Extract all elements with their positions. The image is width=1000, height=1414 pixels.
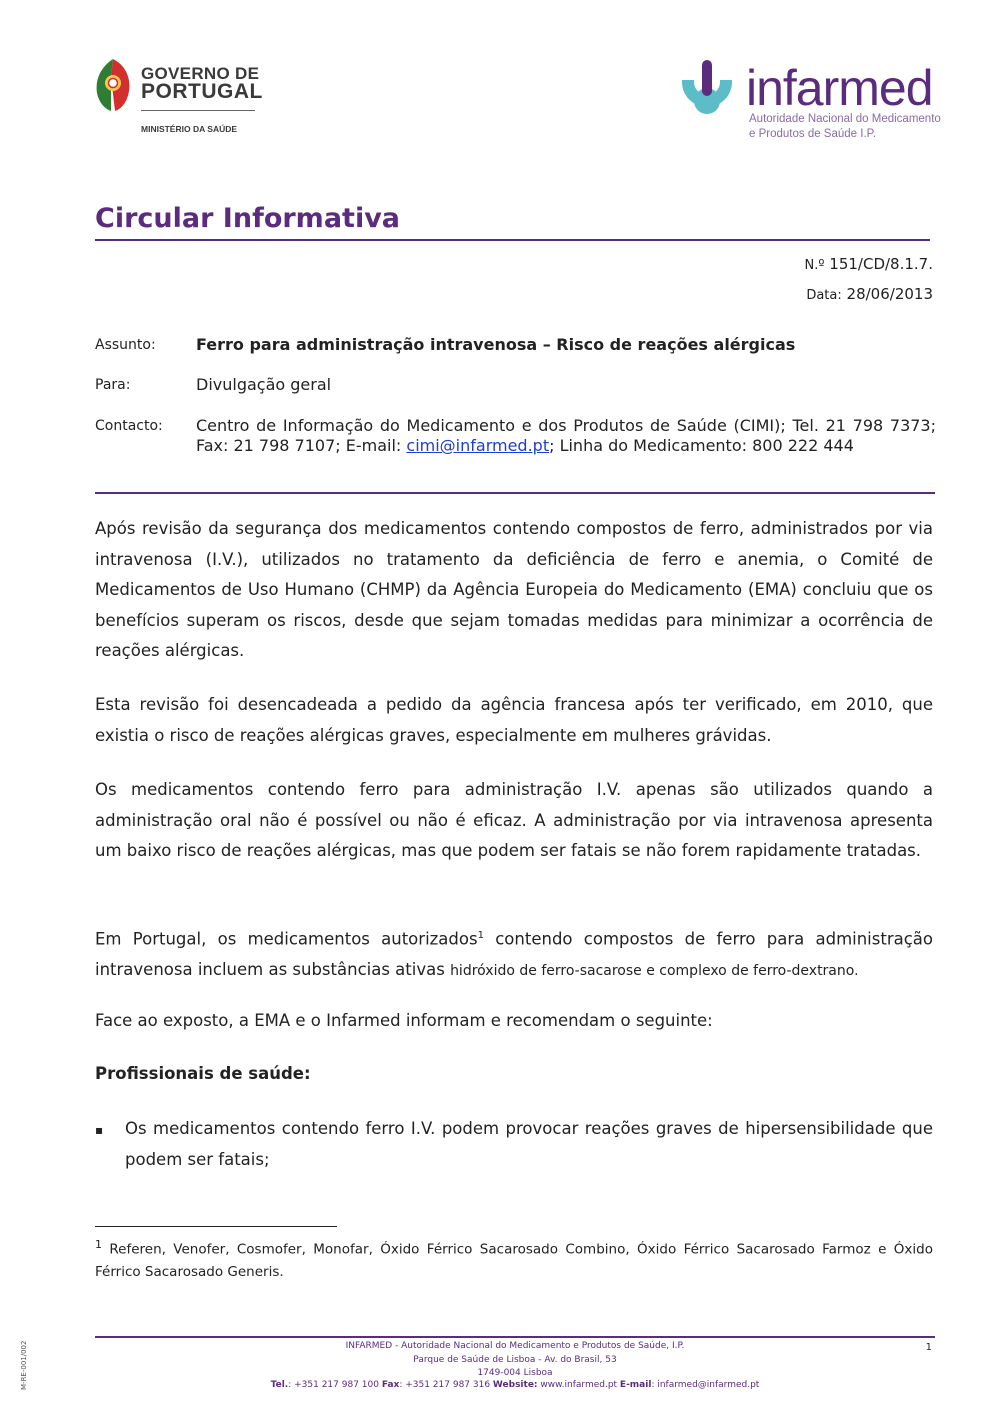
bullet-square-icon: ▪ — [95, 1123, 104, 1137]
date-label: Data: — [806, 288, 842, 303]
governo-portugal-emblem-icon — [93, 57, 133, 113]
infarmed-logo-subtitle-1: Autoridade Nacional do Medicamento — [749, 113, 941, 125]
footer-tel-label: Tel. — [270, 1380, 289, 1390]
infarmed-logo-subtitle-2: e Produtos de Saúde I.P. — [749, 128, 877, 140]
reference-value: 151/CD/8.1.7. — [829, 255, 933, 273]
section-heading: Profissionais de saúde: — [95, 1064, 311, 1083]
footer-email-value[interactable]: : infarmed@infarmed.pt — [651, 1380, 760, 1390]
footer-fax-label: Fax — [381, 1380, 400, 1390]
footer-website-label: Website: — [492, 1380, 538, 1390]
contact-email-link[interactable]: cimi@infarmed.pt — [406, 436, 550, 455]
infarmed-logo-icon — [676, 58, 738, 122]
contact-text-post: ; Linha do Medicamento: 800 222 444 — [549, 436, 854, 455]
contact-text-pre: Centro de Informação do Medicamento e dos Produtos de Saúde (CIMI); Tel. 21 798 7373; Fax: 21 798 7107; E-mail: — [196, 416, 936, 455]
footer-fax-value: : +351 217 987 316 — [399, 1380, 493, 1390]
footer-divider — [95, 1336, 935, 1338]
footer-line-1: INFARMED - Autoridade Nacional do Medicamento e Produtos de Saúde, I.P. — [345, 1341, 685, 1351]
body-paragraph-3: Os medicamentos contendo ferro para administração I.V. apenas são utilizados quando a administração oral não é possível ou não é eficaz. A administração por via intravenosa apresenta um baixo risco de reações alérgicas, mas que podem ser fatais se não forem rapidamente tratadas. — [95, 780, 933, 860]
infarmed-logo-word: infarmed — [746, 60, 933, 116]
bullet-item-1: Os medicamentos contendo ferro I.V. podem provocar reações graves de hipersensibilidade que podem ser fatais; — [125, 1119, 933, 1169]
contact-label: Contacto: — [95, 418, 163, 434]
footer-email-label: E-mail — [619, 1380, 652, 1390]
subject-label: Assunto: — [95, 337, 156, 353]
footnote-mark: 1 — [95, 1238, 102, 1251]
body-paragraph-1: Após revisão da segurança dos medicamentos contendo compostos de ferro, administrados por via intravenosa (I.V.), utilizados no tratamento da deficiência de ferro e anemia, o Comité de Medicamentos de Uso Humano (CHMP) da Agência Europeia do Medicamento (EMA) concluiu que os benefícios superam os riscos, desde que sejam tomadas medidas para minimizar a ocorrência de reações alérgicas. — [95, 519, 933, 660]
footnote — [95, 1234, 933, 1283]
footnote-text: Referen, Venofer, Cosmofer, Monofar, Óxido Férrico Sacarosado Combino, Óxido Férrico Sacarosado Farmoz e Óxido Férrico Sacarosado Generis. — [95, 1241, 933, 1280]
footnote-divider — [95, 1226, 337, 1227]
gov-logo-ministry: MINISTÉRIO DA SAÚDE — [141, 124, 238, 134]
paragraph-4-text-b: contendo compostos de ferro para administração intravenosa incluem as substâncias ativas — [95, 929, 934, 979]
footer-line-3: 1749-004 Lisboa — [477, 1368, 553, 1378]
recipient-value: Divulgação geral — [196, 375, 332, 394]
date-value: 28/06/2013 — [846, 285, 933, 303]
body-paragraph-5: Face ao exposto, a EMA e o Infarmed informam e recomendam o seguinte: — [95, 1011, 713, 1030]
form-code: M-RE-001/002 — [20, 1340, 28, 1390]
gov-logo-divider — [141, 110, 255, 111]
footer-website-value[interactable]: www.infarmed.pt — [537, 1380, 620, 1390]
footer-line-2: Parque de Saúde de Lisboa - Av. do Brasil, 53 — [413, 1355, 617, 1365]
title-divider — [95, 239, 930, 241]
footnote-reference: 1 — [477, 930, 484, 941]
subject-value: Ferro para administração intravenosa – Risco de reações alérgicas — [196, 335, 796, 354]
contact-value — [196, 416, 936, 456]
paragraph-4-substances: hidróxido de ferro-sacarose e complexo de ferro-dextrano. — [450, 963, 859, 979]
body-paragraph-2: Esta revisão foi desencadeada a pedido da agência francesa após ter verificado, em 2010, que existia o risco de reações alérgicas graves, especialmente em mulheres grávidas. — [95, 695, 933, 745]
header-divider — [95, 492, 935, 494]
gov-logo-line2: PORTUGAL — [141, 80, 263, 103]
reference-label: N.º — [804, 258, 825, 273]
footer-tel-value: : +351 217 987 100 — [288, 1380, 382, 1390]
paragraph-4-text-a: Em Portugal, os medicamentos autorizados — [95, 929, 478, 949]
page-number: 1 — [925, 1342, 932, 1353]
gov-logo-line1: GOVERNO DE — [141, 64, 260, 83]
document-date — [806, 285, 933, 303]
recipient-label: Para: — [95, 377, 131, 393]
reference-number — [805, 255, 933, 273]
footer-contacts — [95, 1380, 935, 1390]
body-paragraph-4 — [95, 921, 933, 987]
document-title: Circular Informativa — [95, 203, 401, 234]
